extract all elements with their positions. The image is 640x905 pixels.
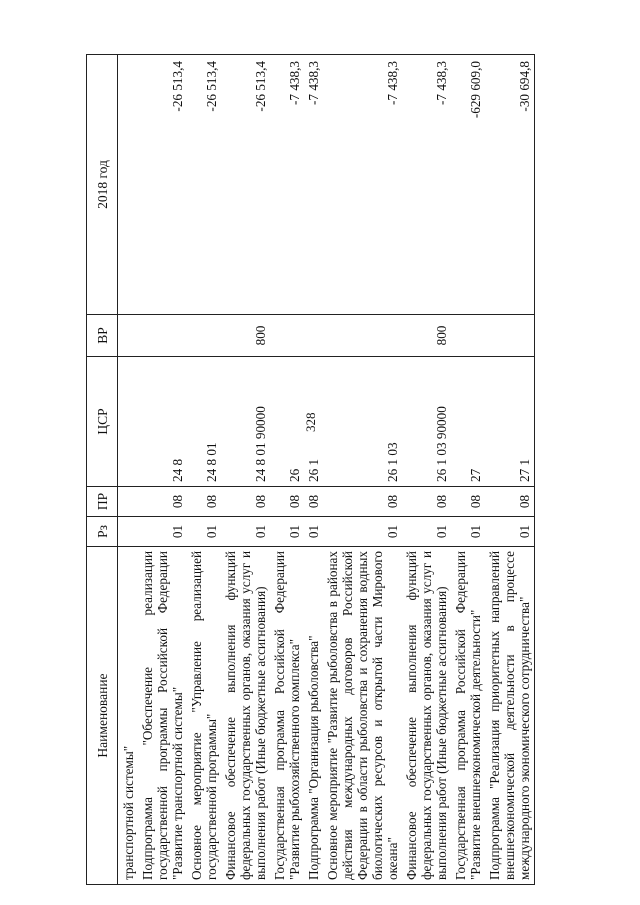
row-csr: 27 — [451, 357, 485, 487]
table-row — [323, 55, 402, 885]
table-row — [118, 55, 139, 885]
row-name: транспортной системы" — [118, 547, 139, 885]
row-csr: 26 — [270, 357, 304, 487]
row-csr: 24 8 — [138, 357, 187, 487]
row-pr: 08 — [485, 487, 535, 517]
row-name: Финансовое обеспечение выполнения функций федеральных государственных органов, оказания услуг и выполнения работ (Иные бюджетные ассигнования) — [402, 547, 451, 885]
row-csr: 24 8 01 90000 — [221, 357, 270, 487]
table-header-row — [87, 55, 118, 885]
table-row — [138, 55, 187, 885]
row-amount: -30 694,8 — [485, 55, 535, 315]
table-row — [304, 55, 323, 885]
header-vr: ВР — [87, 315, 118, 357]
row-name: Государственная программа Российской Федерации "Развитие внешнеэкономической деятельности" — [451, 547, 485, 885]
row-pr: 08 — [451, 487, 485, 517]
row-csr — [118, 357, 139, 487]
table-row — [221, 55, 270, 885]
row-name: Государственная программа Российской Федерации "Развитие рыбохозяйственного комплекса" — [270, 547, 304, 885]
row-vr — [485, 315, 535, 357]
row-vr — [323, 315, 402, 357]
header-csr: ЦСР — [87, 357, 118, 487]
row-vr — [451, 315, 485, 357]
row-csr: 26 1 03 — [323, 357, 402, 487]
row-vr — [187, 315, 221, 357]
row-pr — [118, 487, 139, 517]
row-amount: -26 513,4 — [187, 55, 221, 315]
header-name: Наименование — [87, 547, 118, 885]
row-rz: 01 — [221, 517, 270, 547]
row-amount: -7 438,3 — [304, 55, 323, 315]
row-pr: 08 — [323, 487, 402, 517]
row-rz: 01 — [451, 517, 485, 547]
row-csr: 24 8 01 — [187, 357, 221, 487]
row-name: Подпрограмма "Обеспечение реализации государственной программы Российской Федерации "Развитие транспортной системы" — [138, 547, 187, 885]
table-row — [187, 55, 221, 885]
row-amount: -629 609,0 — [451, 55, 485, 315]
row-vr: 800 — [402, 315, 451, 357]
table-row — [451, 55, 485, 885]
row-name: Финансовое обеспечение выполнения функций федеральных государственных органов, оказания услуг и выполнения работ (Иные бюджетные ассигнования) — [221, 547, 270, 885]
row-amount: -7 438,3 — [323, 55, 402, 315]
row-vr — [304, 315, 323, 357]
row-amount — [118, 55, 139, 315]
row-rz: 01 — [402, 517, 451, 547]
row-name: Подпрограмма "Организация рыболовства" — [304, 547, 323, 885]
row-pr: 08 — [402, 487, 451, 517]
row-name: Подпрограмма "Реализация приоритетных направлений внешнеэкономической деятельности в процессе международного экономического сотрудничества" — [485, 547, 535, 885]
row-pr: 08 — [221, 487, 270, 517]
row-vr: 800 — [221, 315, 270, 357]
row-amount: -7 438,3 — [402, 55, 451, 315]
row-rz: 01 — [138, 517, 187, 547]
header-year: 2018 год — [87, 55, 118, 315]
row-rz: 01 — [323, 517, 402, 547]
header-rz: Рз — [87, 517, 118, 547]
row-rz — [118, 517, 139, 547]
row-pr: 08 — [304, 487, 323, 517]
row-rz: 01 — [187, 517, 221, 547]
row-vr — [138, 315, 187, 357]
row-vr — [270, 315, 304, 357]
table-row — [485, 55, 535, 885]
row-csr: 26 1 03 90000 — [402, 357, 451, 487]
rotated-table-wrapper — [86, 55, 582, 885]
table-row — [270, 55, 304, 885]
row-rz: 01 — [485, 517, 535, 547]
row-amount: -26 513,4 — [138, 55, 187, 315]
table-row — [402, 55, 451, 885]
header-pr: ПР — [87, 487, 118, 517]
row-rz: 01 — [270, 517, 304, 547]
row-name: Основное мероприятие "Развитие рыболовства в районах действия международных договоров Российской Федерации в области рыболовства и сохранения водных биологических ресурсов и открытой части Мирового океана" — [323, 547, 402, 885]
row-name: Основное мероприятие "Управление реализацией государственной программы" — [187, 547, 221, 885]
row-rz: 01 — [304, 517, 323, 547]
row-amount: -7 438,3 — [270, 55, 304, 315]
row-pr: 08 — [187, 487, 221, 517]
page-number: 328 — [303, 412, 318, 432]
row-pr: 08 — [270, 487, 304, 517]
row-csr: 27 1 — [485, 357, 535, 487]
row-pr: 08 — [138, 487, 187, 517]
row-vr — [118, 315, 139, 357]
row-csr: 26 1 — [304, 357, 323, 487]
budget-table — [86, 54, 535, 885]
row-amount: -26 513,4 — [221, 55, 270, 315]
